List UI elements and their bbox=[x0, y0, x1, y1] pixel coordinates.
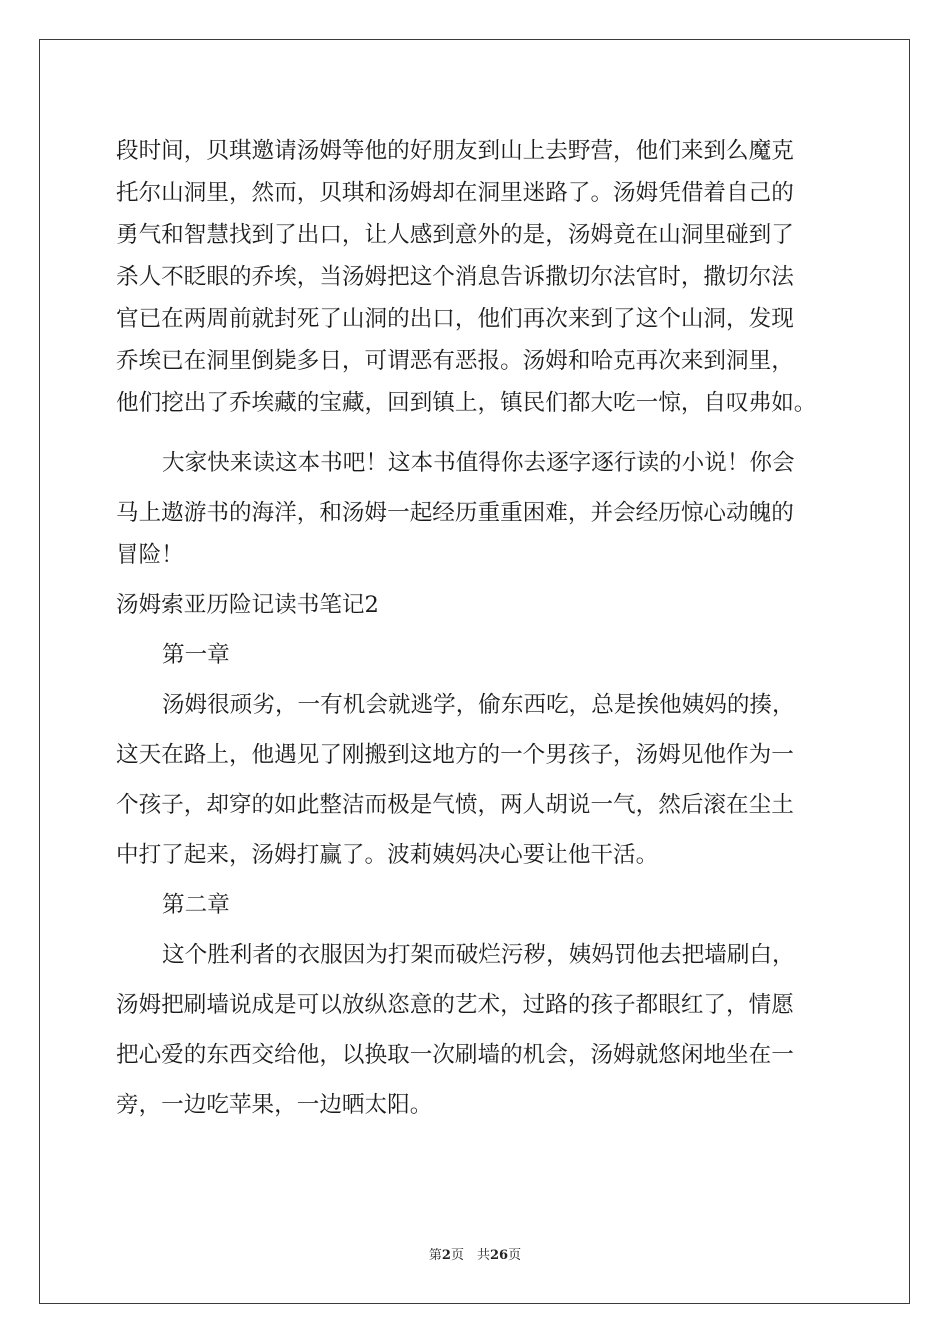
body-line: 杀人不眨眼的乔埃，当汤姆把这个消息告诉撒切尔法官时，撒切尔法 bbox=[116, 264, 794, 290]
body-line: 官已在两周前就封死了山洞的出口，他们再次来到了这个山洞，发现 bbox=[116, 306, 794, 332]
body-line: 这个胜利者的衣服因为打架而破烂污秽，姨妈罚他去把墙刷白， bbox=[162, 942, 795, 968]
body-line: 他们挖出了乔埃藏的宝藏，回到镇上，镇民们都大吃一惊，自叹弗如。 bbox=[116, 390, 817, 416]
document-body bbox=[116, 130, 846, 1126]
footer-prefix: 第 bbox=[428, 1248, 442, 1263]
footer-mid: 页 共 bbox=[450, 1248, 490, 1263]
body-line: 勇气和智慧找到了出口，让人感到意外的是，汤姆竟在山洞里碰到了 bbox=[116, 222, 794, 248]
body-line: 汤姆很顽劣，一有机会就逃学，偷东西吃，总是挨他姨妈的揍， bbox=[162, 692, 795, 718]
page-footer bbox=[0, 1244, 950, 1263]
body-line: 乔埃已在洞里倒毙多日，可谓恶有恶报。汤姆和哈克再次来到洞里， bbox=[116, 348, 794, 374]
page-number: 2 bbox=[441, 1248, 451, 1263]
body-line: 旁，一边吃苹果，一边晒太阳。 bbox=[116, 1092, 433, 1118]
body-line: 把心爱的东西交给他，以换取一次刷墙的机会，汤姆就悠闲地坐在一 bbox=[116, 1042, 794, 1068]
body-line: 冒险！ bbox=[116, 542, 184, 568]
body-line: 大家快来读这本书吧！这本书值得你去逐字逐行读的小说！你会 bbox=[162, 450, 795, 476]
body-line: 个孩子，却穿的如此整洁而极是气愤，两人胡说一气，然后滚在尘土 bbox=[116, 792, 794, 818]
body-line: 马上遨游书的海洋，和汤姆一起经历重重困难，并会经历惊心动魄的 bbox=[116, 500, 794, 526]
body-line: 托尔山洞里，然而，贝琪和汤姆却在洞里迷路了。汤姆凭借着自己的 bbox=[116, 180, 794, 206]
body-line: 中打了起来，汤姆打赢了。波莉姨妈决心要让他干活。 bbox=[116, 842, 659, 868]
body-line: 段时间，贝琪邀请汤姆等他的好朋友到山上去野营，他们来到么魔克 bbox=[116, 138, 794, 164]
body-line: 汤姆把刷墙说成是可以放纵恣意的艺术，过路的孩子都眼红了，情愿 bbox=[116, 992, 794, 1018]
chapter-title: 第一章 bbox=[162, 642, 230, 668]
body-line: 这天在路上，他遇见了刚搬到这地方的一个男孩子，汤姆见他作为一 bbox=[116, 742, 794, 768]
footer-suffix: 页 bbox=[508, 1248, 522, 1263]
chapter-title: 第二章 bbox=[162, 892, 230, 918]
total-pages: 26 bbox=[489, 1248, 509, 1263]
section-heading: 汤姆索亚历险记读书笔记2 bbox=[116, 592, 379, 618]
